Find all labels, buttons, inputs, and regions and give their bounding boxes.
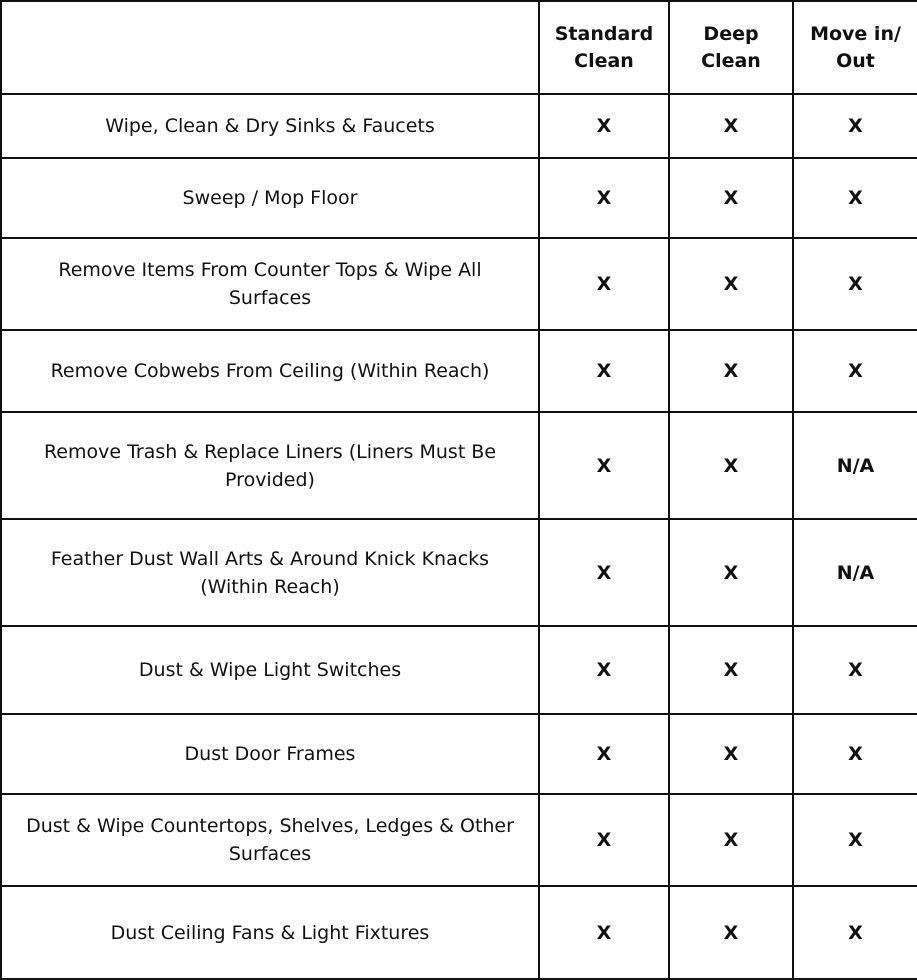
standard-mark: X <box>539 330 669 412</box>
table-row <box>1 412 917 519</box>
standard-mark: X <box>539 626 669 714</box>
task-cell: Remove Items From Counter Tops & Wipe All Surfaces <box>1 238 539 330</box>
deep-mark: X <box>669 626 793 714</box>
task-cell: Remove Trash & Replace Liners (Liners Must Be Provided) <box>1 412 539 519</box>
move-mark: N/A <box>793 519 917 626</box>
move-mark: X <box>793 94 917 158</box>
table-row <box>1 330 917 412</box>
move-mark: X <box>793 158 917 238</box>
task-cell: Dust Ceiling Fans & Light Fixtures <box>1 886 539 979</box>
deep-mark: X <box>669 886 793 979</box>
task-cell: Sweep / Mop Floor <box>1 158 539 238</box>
move-mark: X <box>793 714 917 794</box>
table-row <box>1 238 917 330</box>
task-cell: Feather Dust Wall Arts & Around Knick Knacks (Within Reach) <box>1 519 539 626</box>
table-row <box>1 626 917 714</box>
header-deep-clean: Deep Clean <box>669 1 793 94</box>
header-task <box>1 1 539 94</box>
deep-mark: X <box>669 519 793 626</box>
standard-mark: X <box>539 886 669 979</box>
table-row <box>1 794 917 886</box>
standard-mark: X <box>539 412 669 519</box>
task-cell: Dust & Wipe Countertops, Shelves, Ledges & Other Surfaces <box>1 794 539 886</box>
table-row <box>1 94 917 158</box>
standard-mark: X <box>539 794 669 886</box>
move-mark: X <box>793 626 917 714</box>
standard-mark: X <box>539 714 669 794</box>
deep-mark: X <box>669 94 793 158</box>
deep-mark: X <box>669 412 793 519</box>
table-row <box>1 886 917 979</box>
move-mark: X <box>793 330 917 412</box>
table-row <box>1 714 917 794</box>
move-mark: X <box>793 794 917 886</box>
move-mark: X <box>793 886 917 979</box>
header-move-in-out: Move in/ Out <box>793 1 917 94</box>
header-standard-clean: Standard Clean <box>539 1 669 94</box>
deep-mark: X <box>669 330 793 412</box>
header-row <box>1 1 917 94</box>
table-row <box>1 519 917 626</box>
deep-mark: X <box>669 158 793 238</box>
task-cell: Wipe, Clean & Dry Sinks & Faucets <box>1 94 539 158</box>
move-mark: N/A <box>793 412 917 519</box>
table-row <box>1 158 917 238</box>
standard-mark: X <box>539 519 669 626</box>
task-cell: Dust & Wipe Light Switches <box>1 626 539 714</box>
deep-mark: X <box>669 714 793 794</box>
deep-mark: X <box>669 794 793 886</box>
task-cell: Dust Door Frames <box>1 714 539 794</box>
standard-mark: X <box>539 94 669 158</box>
standard-mark: X <box>539 158 669 238</box>
task-cell: Remove Cobwebs From Ceiling (Within Reach) <box>1 330 539 412</box>
move-mark: X <box>793 238 917 330</box>
deep-mark: X <box>669 238 793 330</box>
standard-mark: X <box>539 238 669 330</box>
